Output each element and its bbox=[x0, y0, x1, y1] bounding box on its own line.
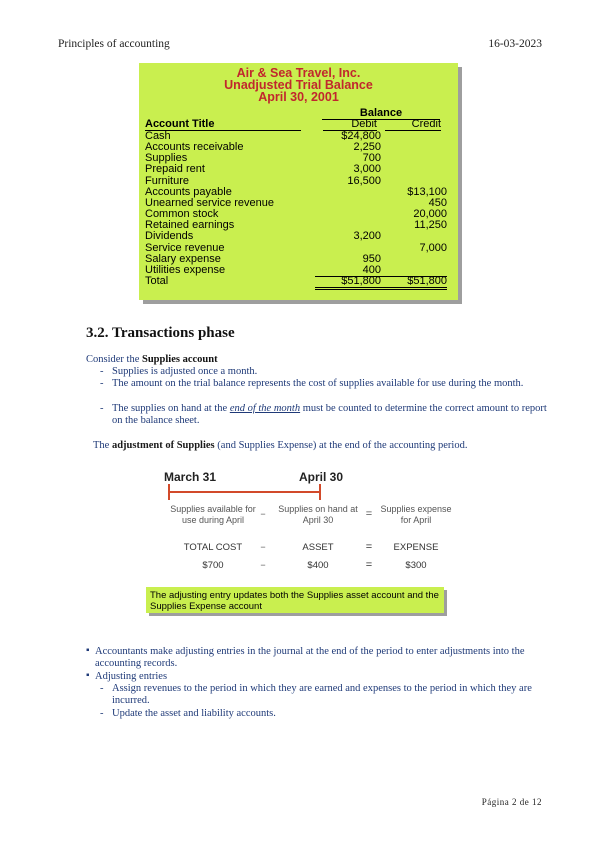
bullet-accountants: ▪ Accountants make adjusting entries in the journal at the end of the period to enter adjustments into the accounting records. bbox=[86, 645, 525, 669]
tb-account-title: Prepaid rent bbox=[145, 163, 205, 176]
fig-minus-2: − bbox=[260, 542, 266, 552]
fig-value-expense: $300 bbox=[405, 560, 427, 571]
tb-account-title: Total bbox=[145, 274, 169, 287]
supplies-item-2: - The amount on the trial balance represents the cost of supplies available for use during the month. bbox=[100, 378, 524, 389]
fig-minus-3: − bbox=[260, 560, 266, 570]
tb-debit: 400 bbox=[315, 265, 381, 277]
tb-account-title: Supplies bbox=[145, 152, 188, 165]
tb-debit: 3,200 bbox=[353, 230, 381, 243]
fig-label-asset: ASSET bbox=[302, 542, 334, 553]
supplies-item-3: - The supplies on hand at the end of the month must be counted to determine the correct amount to report on the balance sheet. bbox=[100, 403, 547, 426]
tb-col-account: Account Title bbox=[145, 119, 301, 131]
timeline-tick-right bbox=[319, 484, 321, 500]
tb-debit: 950 bbox=[362, 252, 381, 265]
fig-col-on-hand: Supplies on hand at April 30 bbox=[278, 504, 358, 525]
tb-account-title: Cash bbox=[145, 130, 171, 142]
tb-credit: $51,800 bbox=[381, 276, 447, 290]
timeline-date-march: March 31 bbox=[164, 470, 217, 484]
tb-col-credit: Credit bbox=[385, 119, 441, 131]
tb-debit: $24,800 bbox=[341, 130, 381, 142]
tb-debit: 700 bbox=[362, 152, 381, 165]
fig-equals-3: = bbox=[365, 559, 373, 571]
timeline-line bbox=[168, 491, 320, 493]
fig-col-available: Supplies available for use during April bbox=[170, 504, 256, 525]
tb-account-title: Retained earnings bbox=[145, 219, 235, 232]
tb-account-title: Service revenue bbox=[145, 241, 225, 254]
tb-account-title: Accounts payable bbox=[145, 185, 232, 198]
fig-label-total-cost: TOTAL COST bbox=[183, 542, 243, 553]
tb-account-title: Utilities expense bbox=[145, 263, 226, 276]
timeline-date-april: April 30 bbox=[299, 470, 344, 484]
fig-label-expense: EXPENSE bbox=[393, 542, 439, 553]
tb-account-title: Salary expense bbox=[145, 252, 221, 265]
trial-balance-image bbox=[139, 63, 458, 300]
tb-row bbox=[145, 142, 445, 153]
tb-row bbox=[145, 164, 445, 175]
tb-credit: 7,000 bbox=[419, 241, 447, 254]
tb-company: Air & Sea Travel, Inc. bbox=[236, 66, 361, 80]
fig-value-asset: $400 bbox=[307, 560, 329, 571]
tb-report-date: April 30, 2001 bbox=[258, 90, 339, 104]
adjusting-sub-1: - Assign revenues to the period in which they are earned and expenses to the period in which they are incurred. bbox=[100, 683, 532, 706]
tb-account-title: Accounts receivable bbox=[145, 141, 244, 154]
tb-debit: 2,250 bbox=[353, 141, 381, 154]
fig-col-expense: Supplies expense for April bbox=[380, 504, 452, 525]
fig-minus-1: − bbox=[260, 509, 266, 519]
tb-row bbox=[145, 243, 445, 254]
tb-total-row bbox=[145, 276, 445, 287]
tb-credit: 450 bbox=[428, 196, 447, 209]
adjusting-sub-2: - Update the asset and liability accounts. bbox=[100, 708, 276, 719]
tb-debit: 16,500 bbox=[347, 174, 381, 187]
tb-row bbox=[145, 265, 445, 276]
tb-account-title: Dividends bbox=[145, 230, 194, 243]
header-date: 16-03-2023 bbox=[488, 38, 542, 50]
tb-balance-label: Balance bbox=[322, 108, 440, 120]
tb-debit: $51,800 bbox=[315, 276, 381, 290]
tb-account-title: Unearned service revenue bbox=[145, 196, 275, 209]
tb-credit: $13,100 bbox=[407, 185, 447, 198]
adjustment-sentence: The adjustment of Supplies (and Supplies Expense) at the end of the accounting period. bbox=[93, 440, 468, 451]
adjusting-entry-note: The adjusting entry updates both the Supplies asset account and the Supplies Expense account bbox=[146, 587, 444, 613]
tb-credit: 11,250 bbox=[414, 219, 447, 232]
tb-col-debit: Debit bbox=[323, 119, 377, 131]
supplies-item-1: - Supplies is adjusted once a month. bbox=[100, 366, 258, 377]
tb-debit: 3,000 bbox=[353, 163, 381, 176]
page-number: Página 2 de 12 bbox=[481, 797, 542, 807]
timeline-tick-left bbox=[168, 484, 170, 500]
tb-report-name: Unadjusted Trial Balance bbox=[224, 78, 373, 92]
fig-equals-2: = bbox=[365, 541, 373, 553]
fig-value-cost: $700 bbox=[202, 560, 224, 571]
bullet-adjusting-entries: ▪ Adjusting entries bbox=[86, 670, 168, 682]
fig-equals-1: = bbox=[365, 508, 373, 520]
tb-credit: 20,000 bbox=[413, 208, 447, 221]
tb-account-title: Furniture bbox=[145, 174, 190, 187]
section-heading: 3.2. Transactions phase bbox=[86, 325, 235, 341]
tb-account-title: Common stock bbox=[145, 208, 219, 221]
tb-row bbox=[145, 231, 445, 242]
header-title: Principles of accounting bbox=[58, 38, 170, 50]
supplies-intro: Consider the Supplies account bbox=[86, 354, 218, 365]
